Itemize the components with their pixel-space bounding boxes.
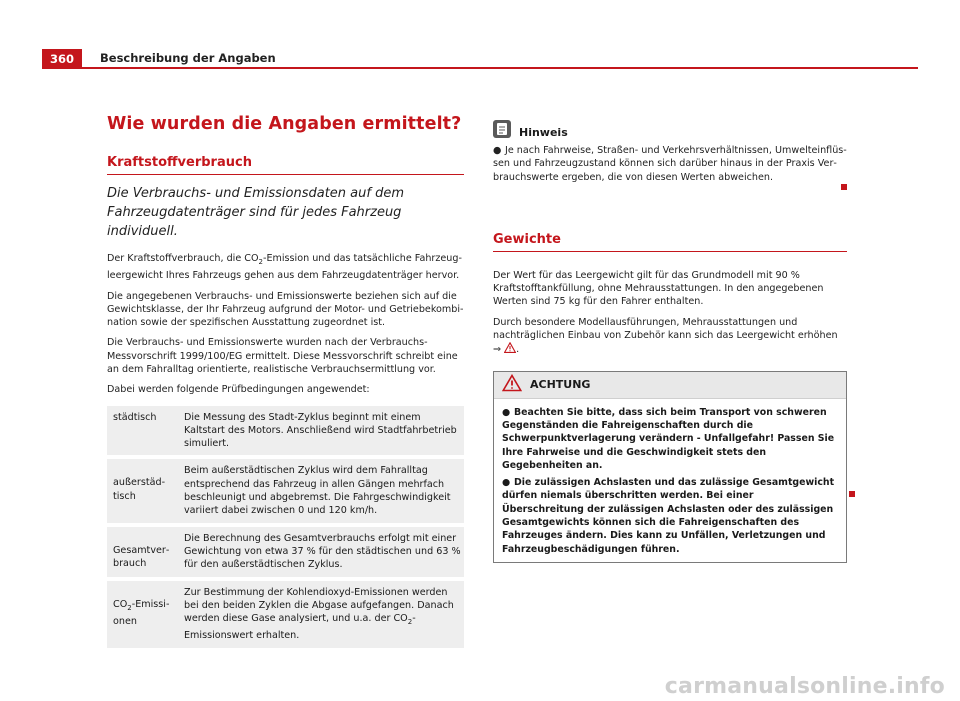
note-label: Hinweis — [519, 125, 568, 139]
bullet: ● — [502, 477, 511, 489]
table-row — [107, 406, 464, 458]
end-marker-icon — [841, 184, 847, 190]
bullet: ● — [493, 145, 502, 156]
warning-end — [849, 482, 855, 501]
warning-item: ● Beachten Sie bitte, dass sich beim Transport von schweren Gegenständen die Fahreigenschaften durch die Schwerpunktverlagerung verändern - Unfallgefahr! Passen Sie Ihre Fahrweise und die Geschwindigkeit stets den Gegebenheiten an. — [502, 406, 835, 471]
reference-arrow-icon: ⇒ — [493, 344, 502, 356]
warning-title: ACHTUNG — [530, 378, 591, 392]
header-rule — [42, 67, 918, 69]
paragraph-test-conditions: Dabei werden folgende Prüfbedingungen angewendet: — [107, 384, 370, 396]
table-value: Beim außerstädtischen Zyklus wird dem Fahralltag entsprechend das Fahrzeug in allen Gängen mehrfach beschleunigt und abgebremst. Die Fahrgeschwindigkeit variiert dabei zwischen 0 und 120 km/h. — [178, 457, 464, 524]
warning-body — [494, 399, 846, 562]
test-conditions-table — [107, 406, 464, 648]
left-column — [107, 114, 464, 648]
info-note-icon — [493, 120, 511, 138]
end-marker-icon — [849, 491, 855, 497]
watermark: carmanualsonline.info — [664, 674, 945, 699]
section-title-gewichte: Gewichte — [493, 232, 847, 252]
warning-header — [494, 372, 846, 399]
table-row — [107, 525, 464, 579]
bullet: ● — [502, 406, 511, 418]
note-header — [493, 118, 847, 140]
warning-item: ● Die zulässigen Achslasten und das zulässige Gesamtgewicht dürfen niemals überschritten werden. Bei einer Überschreitung der zulässigen Achslasten oder des zulässigen Gesamtgewichts können sich die Fahreigenschaften des Fahrzeuges ändern. Dies kann zu Unfällen, Verletzungen und Fahrzeugbeschädigungen führen. — [502, 477, 835, 555]
table-value: Zur Bestimmung der Kohlendioxyd-Emissionen werden bei den beiden Zyklen die Abgase aufgefangen. Danach werden diese Gase analysiert, und u.a. der $CO_2$-Emissionswert erhalten. — [178, 579, 464, 648]
main-title: Wie wurden die Angaben ermittelt? — [107, 114, 462, 134]
paragraph-empty-weight: Der Wert für das Leergewicht gilt für das Grundmodell mit 90 % Kraftstofftankfüllung, ohne Mehrausstattungen. In den angegebenen Werten sind 75 kg für den Fahrer enthalten. — [493, 269, 824, 308]
table-key: außerstädtisch — [107, 457, 178, 524]
page-number: 360 — [42, 49, 82, 68]
paragraph-fuel-consumption: Der Kraftstoffverbrauch, die $CO_2$-Emission und das tatsächliche Fahrzeugleergewicht Ihres Fahrzeugs gehen aus dem Fahrzeugdatenträger hervor. — [107, 253, 462, 282]
warning-reference-icon[interactable] — [504, 344, 516, 355]
right-column — [493, 118, 847, 563]
intro-text: Die Verbrauchs- und Emissionsdaten auf dem Fahrzeugdatenträger sind für jedes Fahrzeug individuell. — [107, 186, 405, 239]
table-row — [107, 457, 464, 524]
table-key: Gesamtverbrauch — [107, 525, 178, 579]
warning-box — [493, 371, 847, 563]
paragraph-weight-increase: Durch besondere Modellausführungen, Mehrausstattungen und nachträglichen Einbau von Zubehör kann sich das Leergewicht erhöhen ⇒ . — [493, 316, 838, 356]
warning-triangle-icon — [502, 374, 522, 396]
page-header-title: Beschreibung der Angaben — [100, 51, 276, 65]
paragraph-weight-class: Die angegebenen Verbrauchs- und Emissionswerte beziehen sich auf die Gewichtsklasse, der Ihr Fahrzeug aufgrund der Motor- und Getriebekombination sowie der spezifischen Ausstattung zugeordnet ist. — [107, 290, 464, 329]
table-key: $CO_2$-Emissionen — [107, 579, 178, 648]
section-title-kraftstoffverbrauch: Kraftstoffverbrauch — [107, 155, 464, 175]
table-key: städtisch — [107, 406, 178, 458]
table-value: Die Berechnung des Gesamtverbrauchs erfolgt mit einer Gewichtung von etwa 37 % für den städtischen und 63 % für den außerstädtischen Zyklus. — [178, 525, 464, 579]
table-value: Die Messung des Stadt-Zyklus beginnt mit einem Kaltstart des Motors. Anschließend wird Stadtfahrbetrieb simuliert. — [178, 406, 464, 458]
paragraph-measurement: Die Verbrauchs- und Emissionswerte wurden nach der Verbrauchs-Messvorschrift 1999/100/EG ermittelt. Diese Messvorschrift schreibt eine an dem Fahralltag orientierte, realistische Verbrauchsermittlung vor. — [107, 337, 458, 375]
note-text: ● Je nach Fahrweise, Straßen- und Verkehrsverhältnissen, Umwelteinflüssen und Fahrzeugzustand können sich darüber hinaus in der Praxis Verbrauchswerte ergeben, die von diesen Werten abweichen. — [493, 145, 847, 183]
table-row — [107, 579, 464, 648]
